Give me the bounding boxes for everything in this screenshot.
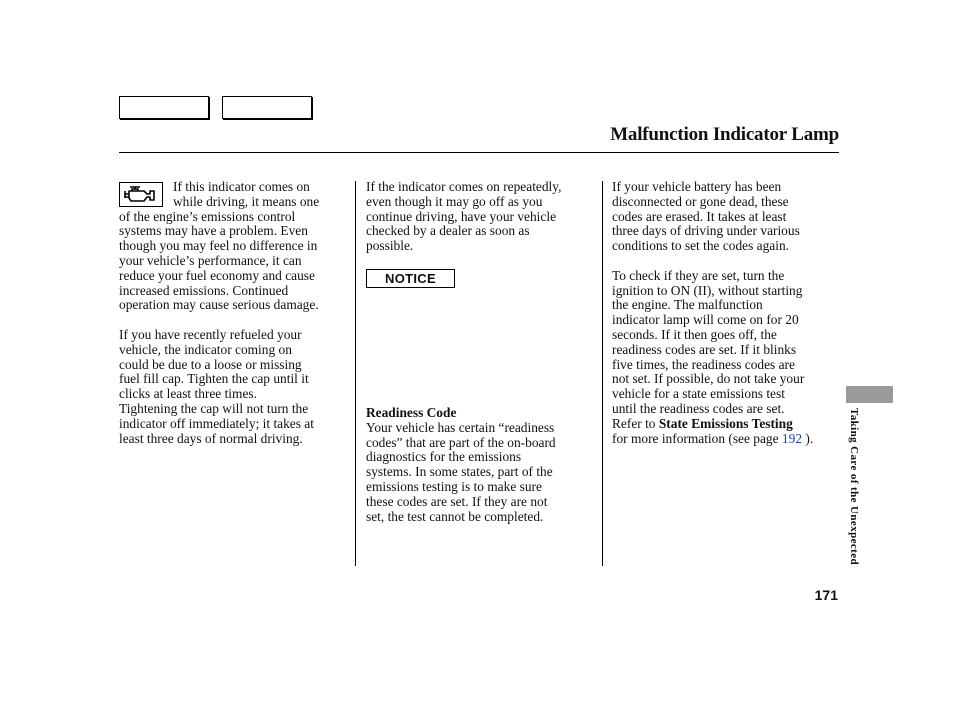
text-line: though you may feel no difference in [119,238,318,254]
text-line: ignition to ON (II), without starting [612,282,803,298]
section-tab-label: Taking Care of the Unexpected [848,408,860,566]
column-1 [119,180,351,446]
text-line: checked by a dealer as soon as [366,223,530,239]
text-line: five times, the readiness codes are [612,356,795,372]
text-line: three days of driving under various [612,223,800,239]
text-line: vehicle for a state emissions test [612,386,785,402]
readiness-code-heading: Readiness Code [366,404,457,420]
text-line: conditions to set the codes again. [612,238,790,254]
text-line: even though it may go off as you [366,193,543,209]
text-line: diagnostics for the emissions [366,449,522,465]
title-divider [119,152,839,153]
text-line: If your vehicle battery has been [612,179,782,194]
text-line: systems may have a problem. Even [119,223,308,239]
text-line: Your vehicle has certain “readiness [366,419,555,435]
page-number: 171 [814,587,838,603]
text-line: increased emissions. Continued [119,282,289,298]
check-engine-icon [119,182,163,207]
section-tab[interactable] [846,386,893,403]
text-line: seconds. If it then goes off, the [612,326,777,342]
text-line: not set. If possible, do not take your [612,371,805,387]
nav-button-previous[interactable] [119,96,209,119]
page-title: Malfunction Indicator Lamp [610,124,839,145]
column-2 [366,180,594,524]
text-line: continue driving, have your vehicle [366,208,557,224]
text-line: systems. In some states, part of the [366,464,553,480]
text-line: operation may cause serious damage. [119,297,319,313]
text-line: indicator lamp will come on for 20 [612,312,799,328]
state-emissions-testing-ref: State Emissions Testing [658,415,793,431]
text-line: Tightening the cap will not turn the [119,400,309,416]
text-line: reduce your fuel economy and cause [119,267,315,283]
text-line: clicks at least three times. [119,386,257,402]
text-line: these codes are set. If they are not [366,493,548,509]
text-line: fuel fill cap. Tighten the cap until it [119,371,309,387]
more-info-suffix: ). [802,430,814,446]
page-link-192[interactable]: 192 [781,430,803,446]
notice-label: NOTICE [366,269,455,288]
text-line: while driving, it means one [173,193,320,209]
text-line: set, the test cannot be completed. [366,508,544,524]
text-line: If this indicator comes on [173,179,310,194]
column-divider-2 [602,181,603,566]
text-line: least three days of normal driving. [119,430,303,446]
column-3 [612,180,838,446]
nav-button-next[interactable] [222,96,312,119]
text-line [612,417,838,432]
text-line: your vehicle’s performance, it can [119,252,302,268]
text-line: indicator off immediately; it takes at [119,415,314,431]
text-line: codes are erased. It takes at least [612,208,787,224]
text-line: vehicle, the indicator coming on [119,341,292,357]
text-line: the engine. The malfunction [612,297,763,313]
text-line: could be due to a loose or missing [119,356,302,372]
text-line: codes” that are part of the on-board [366,434,556,450]
more-info-prefix: for more information (see page [612,430,782,446]
text-line: If the indicator comes on repeatedly, [366,179,562,194]
text-line: To check if they are set, turn the [612,267,785,283]
text-line: disconnected or gone dead, these [612,193,789,209]
text-line: of the engine’s emissions control [119,208,296,224]
text-line: If you have recently refueled your [119,326,302,342]
text-line [612,432,838,447]
refer-prefix: Refer to [612,415,659,431]
text-line: emissions testing is to make sure [366,478,542,494]
text-line: until the readiness codes are set. [612,400,785,416]
column-divider-1 [355,181,356,566]
text-line: readiness codes are set. If it blinks [612,341,797,357]
text-line: possible. [366,238,414,254]
